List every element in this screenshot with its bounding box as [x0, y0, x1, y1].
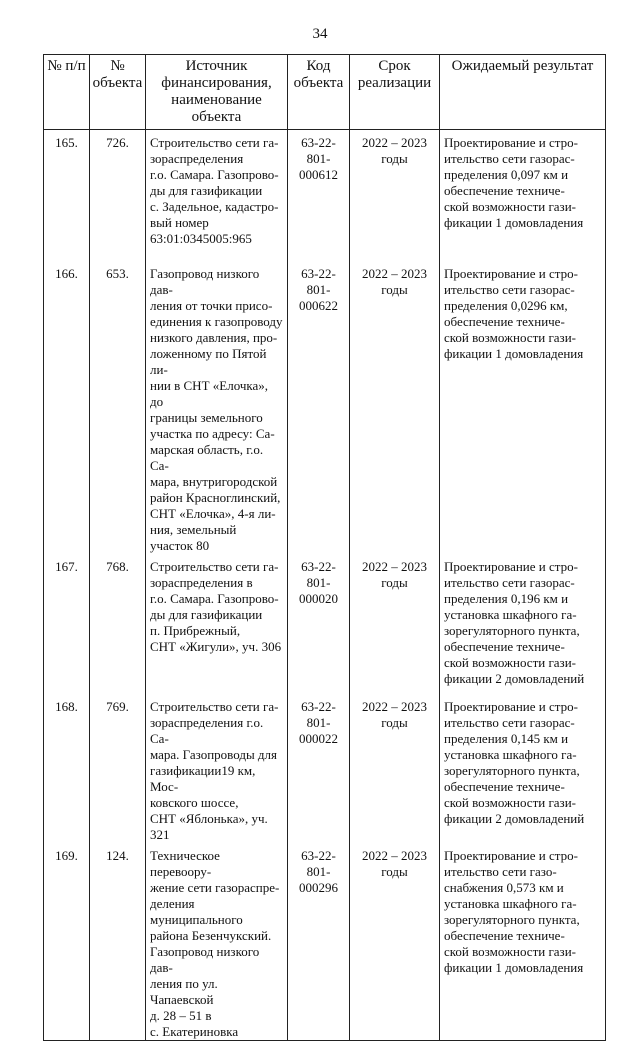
- cell-result: Проектирование и стро- ительство сети газо- снабжения 0,573 км и установка шкафного га- зорегуляторного пункта, обеспечение техниче- ской возможности гази- фикации 1 домовладения: [440, 843, 606, 1041]
- cell-term: 2022 – 2023 годы: [350, 261, 440, 554]
- table-header-row: [44, 55, 606, 130]
- header-term: Срок реализации: [350, 55, 440, 130]
- cell-object-num: 653.: [90, 261, 146, 554]
- header-num: № п/п: [44, 55, 90, 130]
- table-row: [44, 261, 606, 554]
- cell-num: 165.: [44, 130, 90, 261]
- cell-object-num: 726.: [90, 130, 146, 261]
- cell-code: 63-22- 801- 000612: [288, 130, 350, 261]
- investment-program-table: [43, 54, 606, 1041]
- cell-object-num: 768.: [90, 554, 146, 694]
- cell-term: 2022 – 2023 годы: [350, 130, 440, 261]
- table-row: [44, 130, 606, 261]
- cell-object-num: 124.: [90, 843, 146, 1041]
- cell-num: 166.: [44, 261, 90, 554]
- cell-source: Строительство сети га- зораспределения г.о. Самара. Газопрово- ды для газификации с. Задельное, кадастро- вый номер 63:01:0345005:965: [146, 130, 288, 261]
- cell-code: 63-22- 801- 000020: [288, 554, 350, 694]
- cell-result: Проектирование и стро- ительство сети газорас- пределения 0,097 км и обеспечение техниче- ской возможности гази- фикации 1 домовладения: [440, 130, 606, 261]
- header-result: Ожидаемый результат: [440, 55, 606, 130]
- cell-num: 168.: [44, 694, 90, 843]
- header-code: Код объекта: [288, 55, 350, 130]
- cell-result: Проектирование и стро- ительство сети газорас- пределения 0,0296 км, обеспечение техниче- ской возможности гази- фикации 1 домовладения: [440, 261, 606, 554]
- cell-source: Газопровод низкого дав- ления от точки присо- единения к газопроводу низкого давления, про- ложенному по Пятой ли- нии в СНТ «Елочка», до границы земельного участка по адресу: Са- марская область, г.о. Са- мара, внутригородской район Красноглинский, СНТ «Елочка», 4-я ли- ния, земельный участок 80: [146, 261, 288, 554]
- cell-object-num: 769.: [90, 694, 146, 843]
- table-row: [44, 554, 606, 694]
- table-row: [44, 843, 606, 1041]
- cell-source: Техническое перевоору- жение сети газораспре- деления муниципального района Безенчукский. Газопровод низкого дав- ления по ул. Чапаевской д. 28 – 51 в с. Екатериновка: [146, 843, 288, 1041]
- cell-num: 167.: [44, 554, 90, 694]
- table-row: [44, 694, 606, 843]
- cell-term: 2022 – 2023 годы: [350, 843, 440, 1041]
- cell-result: Проектирование и стро- ительство сети газорас- пределения 0,145 км и установка шкафного га- зорегуляторного пункта, обеспечение техниче- ской возможности гази- фикации 2 домовладений: [440, 694, 606, 843]
- header-source: Источник финансирования, наименование объекта: [146, 55, 288, 130]
- cell-code: 63-22- 801- 000296: [288, 843, 350, 1041]
- cell-term: 2022 – 2023 годы: [350, 554, 440, 694]
- cell-source: Строительство сети га- зораспределения г.о. Са- мара. Газопроводы для газификации19 км, Мос- ковского шоссе, СНТ «Яблонька», уч. 321: [146, 694, 288, 843]
- cell-term: 2022 – 2023 годы: [350, 694, 440, 843]
- header-object-num: № объекта: [90, 55, 146, 130]
- cell-code: 63-22- 801- 000622: [288, 261, 350, 554]
- cell-source: Строительство сети га- зораспределения в г.о. Самара. Газопрово- ды для газификации п. Прибрежный, СНТ «Жигули», уч. 306: [146, 554, 288, 694]
- page-number: 34: [312, 26, 328, 42]
- cell-code: 63-22- 801- 000022: [288, 694, 350, 843]
- cell-num: 169.: [44, 843, 90, 1041]
- cell-result: Проектирование и стро- ительство сети газорас- пределения 0,196 км и установка шкафного га- зорегуляторного пункта, обеспечение техниче- ской возможности гази- фикации 2 домовладений: [440, 554, 606, 694]
